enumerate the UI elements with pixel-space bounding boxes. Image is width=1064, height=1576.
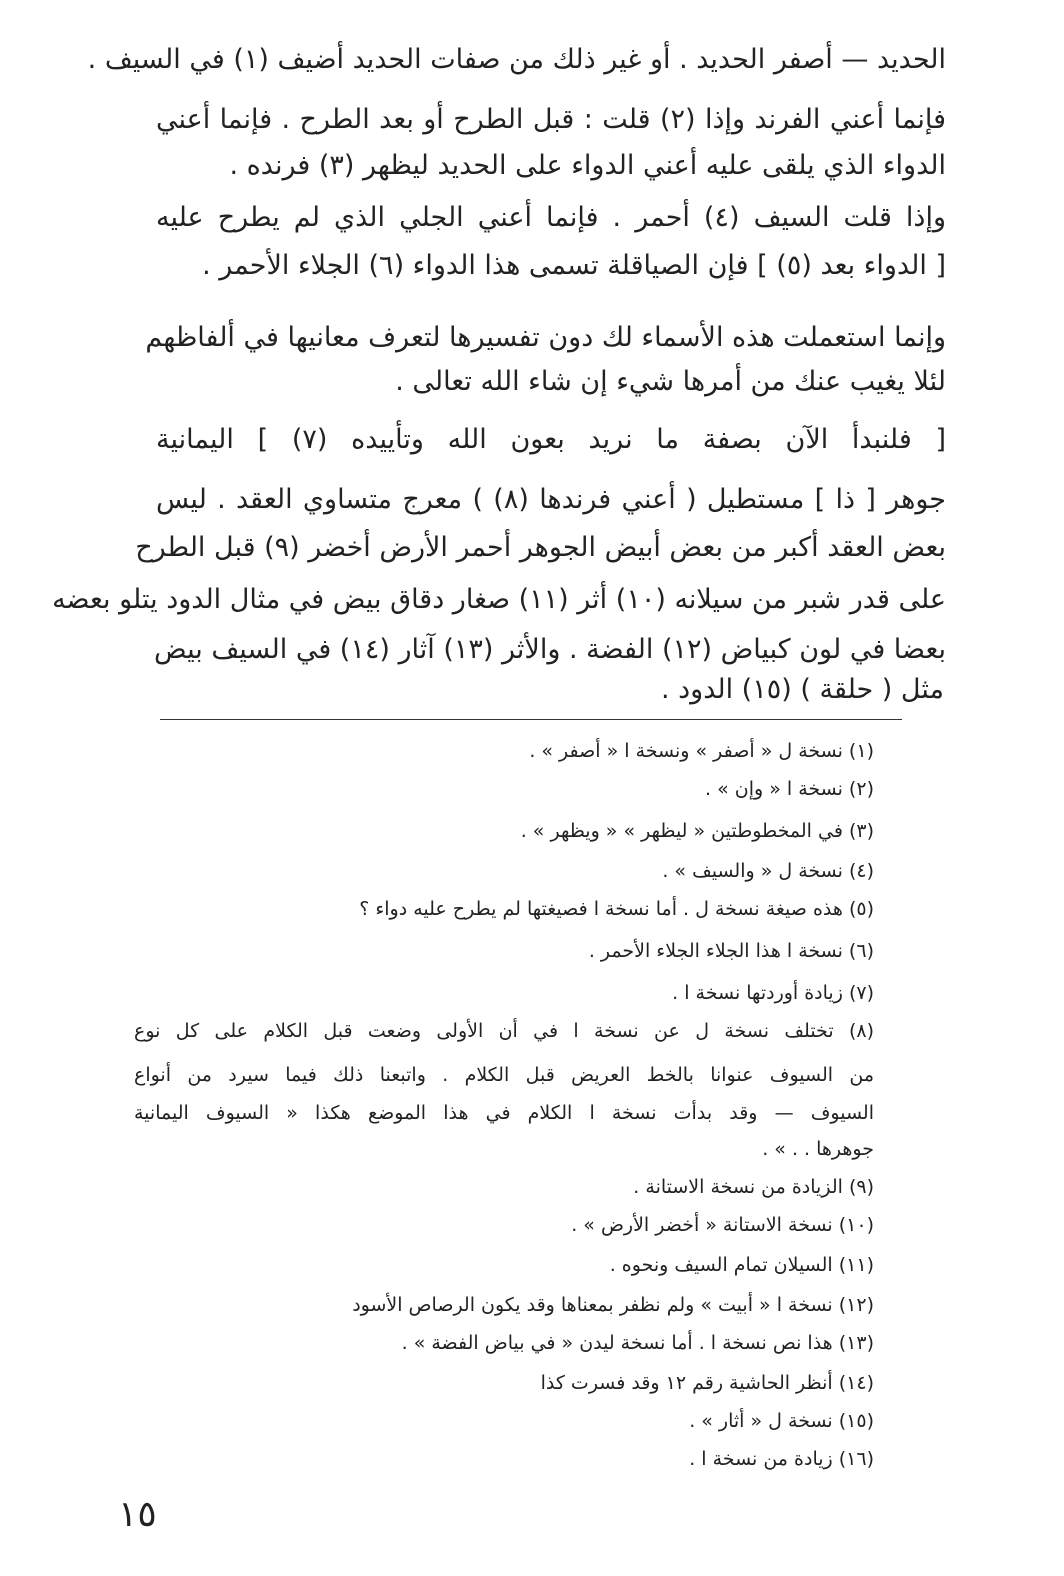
body-line-6: وإنما استعملت هذه الأسماء لك دون تفسيرها لتعرف معانيها في ألفاظهم xyxy=(145,322,946,353)
footnote-9: (٩) الزيادة من نسخة الاستانة . xyxy=(633,1176,874,1198)
footnote-13: (١٣) هذا نص نسخة ا . أما نسخة ليدن « في بياض الفضة » . xyxy=(401,1332,874,1354)
footnote-2: (٢) نسخة ا « وإن » . xyxy=(705,778,874,800)
footnote-5: (٥) هذه صيغة نسخة ل . أما نسخة ا فصيغتها لم يطرح عليه دواء ؟ xyxy=(359,898,874,920)
body-line-12: بعضا في لون كبياض ‏(١٢) الفضة . والأثر ‏(١٣) آثار ‏(١٤) في السيف بيض xyxy=(154,634,946,665)
body-line-4: وإذا قلت السيف ‏(٤) أحمر . فإنما أعني الجلي الذي لم يطرح عليه xyxy=(156,202,946,233)
footnote-7: (٧) زيادة أوردتها نسخة ا . xyxy=(672,982,874,1004)
body-line-5: [ الدواء بعد ‏(٥) ] فإن الصياقلة تسمى هذا الدواء ‏(٦) الجلاء الأحمر . xyxy=(202,250,946,281)
footnote-10: (١٠) نسخة الاستانة « أخضر الأرض » . xyxy=(571,1214,874,1236)
footnote-3: (٣) في المخطوطتين « ليظهر » « ويظهر » . xyxy=(520,820,874,842)
footnote-16: (١٦) زيادة من نسخة ا . xyxy=(689,1448,874,1470)
footnote-8-line-4: جوهرها . . » . xyxy=(762,1138,874,1160)
footnote-1: (١) نسخة ل « أصفر » ونسخة ا « أصفر » . xyxy=(529,740,874,762)
body-line-11: على قدر شبر من سيلانه ‏(١٠) أثر ‏(١١) صغار دقاق بيض في مثال الدود يتلو بعضه xyxy=(52,584,946,615)
body-line-10: بعض العقد أكبر من بعض أبيض الجوهر أحمر الأرض أخضر ‏(٩) قبل الطرح xyxy=(135,532,946,563)
footnote-14: (١٤) أنظر الحاشية رقم ١٢ وقد فسرت كذا xyxy=(540,1372,874,1394)
footnote-11: (١١) السيلان تمام السيف ونحوه . xyxy=(609,1254,874,1276)
body-line-7: لئلا يغيب عنك من أمرها شيء إن شاء الله تعالى . xyxy=(395,366,946,397)
body-line-13: مثل ( حلقة ) ‏(١٥) الدود . xyxy=(660,674,944,705)
body-line-2: فإنما أعني الفرند وإذا ‏(٢) قلت : قبل الطرح أو بعد الطرح . فإنما أعني xyxy=(156,104,946,135)
footnote-rule xyxy=(160,719,902,720)
page-number: ١٥ xyxy=(118,1494,157,1535)
footnote-15: (١٥) نسخة ل « أثار » . xyxy=(689,1410,874,1432)
body-line-8: [ فلنبدأ الآن بصفة ما نريد بعون الله وتأييده ‏(٧) ] اليمانية xyxy=(156,424,946,455)
footnote-8-line-3: السيوف — وقد بدأت نسخة ا الكلام في هذا الموضع هكذا « السيوف اليمانية xyxy=(134,1102,874,1124)
footnote-6: (٦) نسخة ا هذا الجلاء الجلاء الأحمر . xyxy=(588,940,874,962)
footnote-8-line-1: (٨) تختلف نسخة ل عن نسخة ا في أن الأولى وضعت قبل الكلام على كل نوع xyxy=(134,1020,874,1042)
footnote-8-line-2: من السيوف عنوانا بالخط العريض قبل الكلام . واتبعنا ذلك فيما سيرد من أنواع xyxy=(134,1064,874,1086)
body-line-1: الحديد — أصفر الحديد . أو غير ذلك من صفات الحديد أضيف ‏(١) في السيف . xyxy=(87,44,946,75)
footnote-12: (١٢) نسخة ا « أبيت » ولم نظفر بمعناها وقد يكون الرصاص الأسود xyxy=(352,1294,874,1316)
body-line-9: جوهر [ ذا ] مستطيل ( أعني فرندها ‏(٨) ) معرج متساوي العقد . ليس xyxy=(156,484,946,515)
body-line-3: الدواء الذي يلقى عليه أعني الدواء على الحديد ليظهر ‏(٣) فرنده . xyxy=(229,150,946,181)
footnote-4: (٤) نسخة ل « والسيف » . xyxy=(662,860,874,882)
